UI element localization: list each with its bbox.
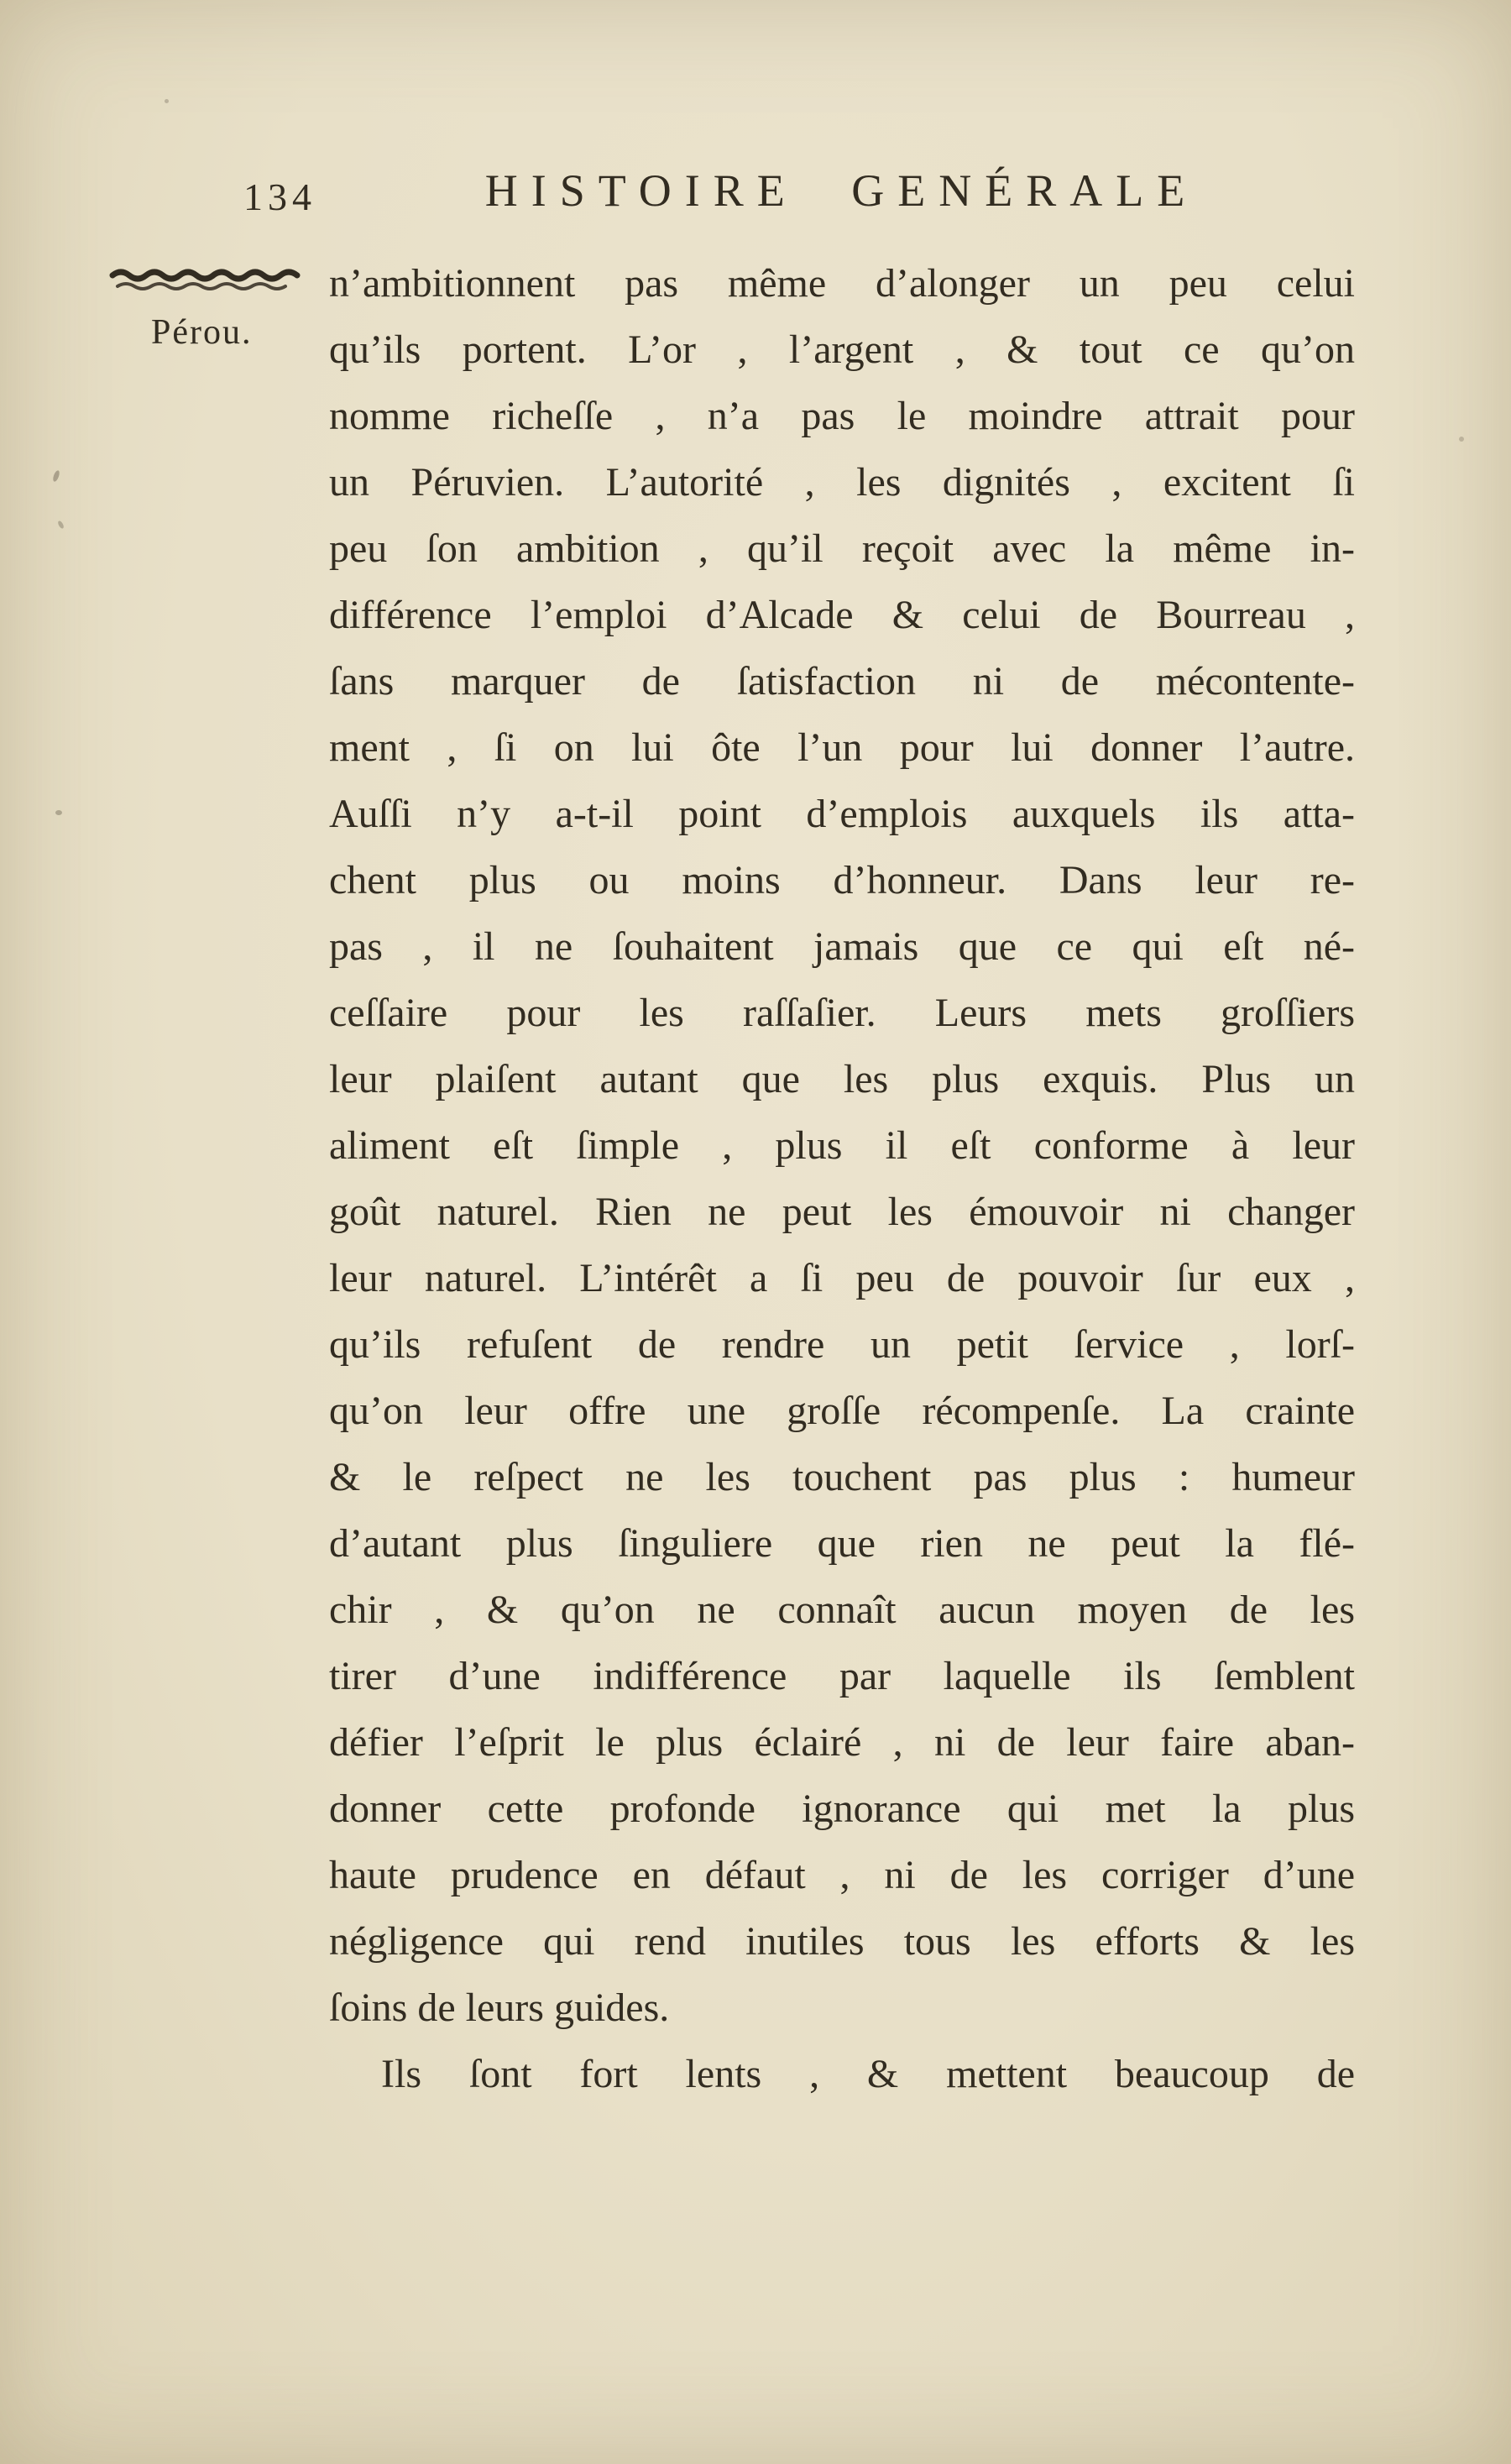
text-line: qu’on leur offre une groſſe récompenſe. La crainte	[329, 1389, 1355, 1433]
page-number: 134	[243, 175, 316, 218]
page-title: HISTOIRE GENÉRALE	[484, 165, 1199, 216]
page-header	[0, 165, 1511, 232]
text-line: haute prudence en défaut , ni de les corriger d’une	[329, 1853, 1355, 1897]
text-line: chir , & qu’on ne connaît aucun moyen de les	[329, 1588, 1355, 1632]
text-line: goût naturel. Rien ne peut les émouvoir ni changer	[329, 1190, 1355, 1234]
text-line: Auſſi n’y a-t-il point d’emplois auxquels ils atta-	[329, 792, 1355, 836]
text-line: chent plus ou moins d’honneur. Dans leur re-	[329, 858, 1355, 902]
text-line: aliment eſt ſimple , plus il eſt conforme à leur	[329, 1123, 1355, 1168]
text-line: ment , ſi on lui ôte l’un pour lui donner l’autre.	[329, 725, 1355, 770]
text-line: différence l’emploi d’Alcade & celui de Bourreau ,	[329, 593, 1355, 637]
text-line: Ils ſont fort lents , & mettent beaucoup de	[381, 2052, 1355, 2096]
paper-speck	[165, 99, 169, 103]
text-line: n’ambitionnent pas même d’alonger un peu celui	[329, 261, 1355, 306]
text-line: un Péruvien. L’autorité , les dignités , excitent ſi	[329, 460, 1355, 505]
text-line: donner cette profonde ignorance qui met la plus	[329, 1787, 1355, 1831]
text-line: ſans marquer de ſatisfaction ni de mécontente-	[329, 659, 1355, 704]
body-text	[329, 250, 1355, 2107]
text-line: ſoins de leurs guides.	[329, 1985, 670, 2030]
text-line: & le reſpect ne les touchent pas plus : humeur	[329, 1455, 1355, 1499]
text-line: leur plaiſent autant que les plus exquis. Plus un	[329, 1057, 1355, 1101]
text-line: qu’ils portent. L’or , l’argent , & tout ce qu’on	[329, 327, 1355, 372]
paper-speck	[1459, 437, 1464, 442]
text-line: pas , il ne ſouhaitent jamais que ce qui eſt né-	[329, 924, 1355, 969]
text-line: d’autant plus ſinguliere que rien ne peut la flé-	[329, 1521, 1355, 1566]
text-line: défier l’eſprit le plus éclairé , ni de leur faire aban-	[329, 1720, 1355, 1765]
text-line: tirer d’une indifférence par laquelle ils ſemblent	[329, 1654, 1355, 1698]
text-line: négligence qui rend inutiles tous les efforts & les	[329, 1919, 1355, 1964]
text-line: peu ſon ambition , qu’il reçoit avec la même in-	[329, 526, 1355, 571]
paper-speck	[52, 469, 60, 482]
text-line: nomme richeſſe , n’a pas le moindre attrait pour	[329, 394, 1355, 438]
paper-speck	[55, 810, 62, 815]
margin-note: Pérou.	[151, 313, 253, 352]
paper-speck	[57, 520, 65, 529]
margin-rule-icon	[109, 265, 302, 298]
text-line: qu’ils refuſent de rendre un petit ſervice , lorſ-	[329, 1322, 1355, 1367]
text-line: ceſſaire pour les raſſaſier. Leurs mets groſſiers	[329, 991, 1355, 1035]
text-line: leur naturel. L’intérêt a ſi peu de pouvoir ſur eux ,	[329, 1256, 1355, 1300]
